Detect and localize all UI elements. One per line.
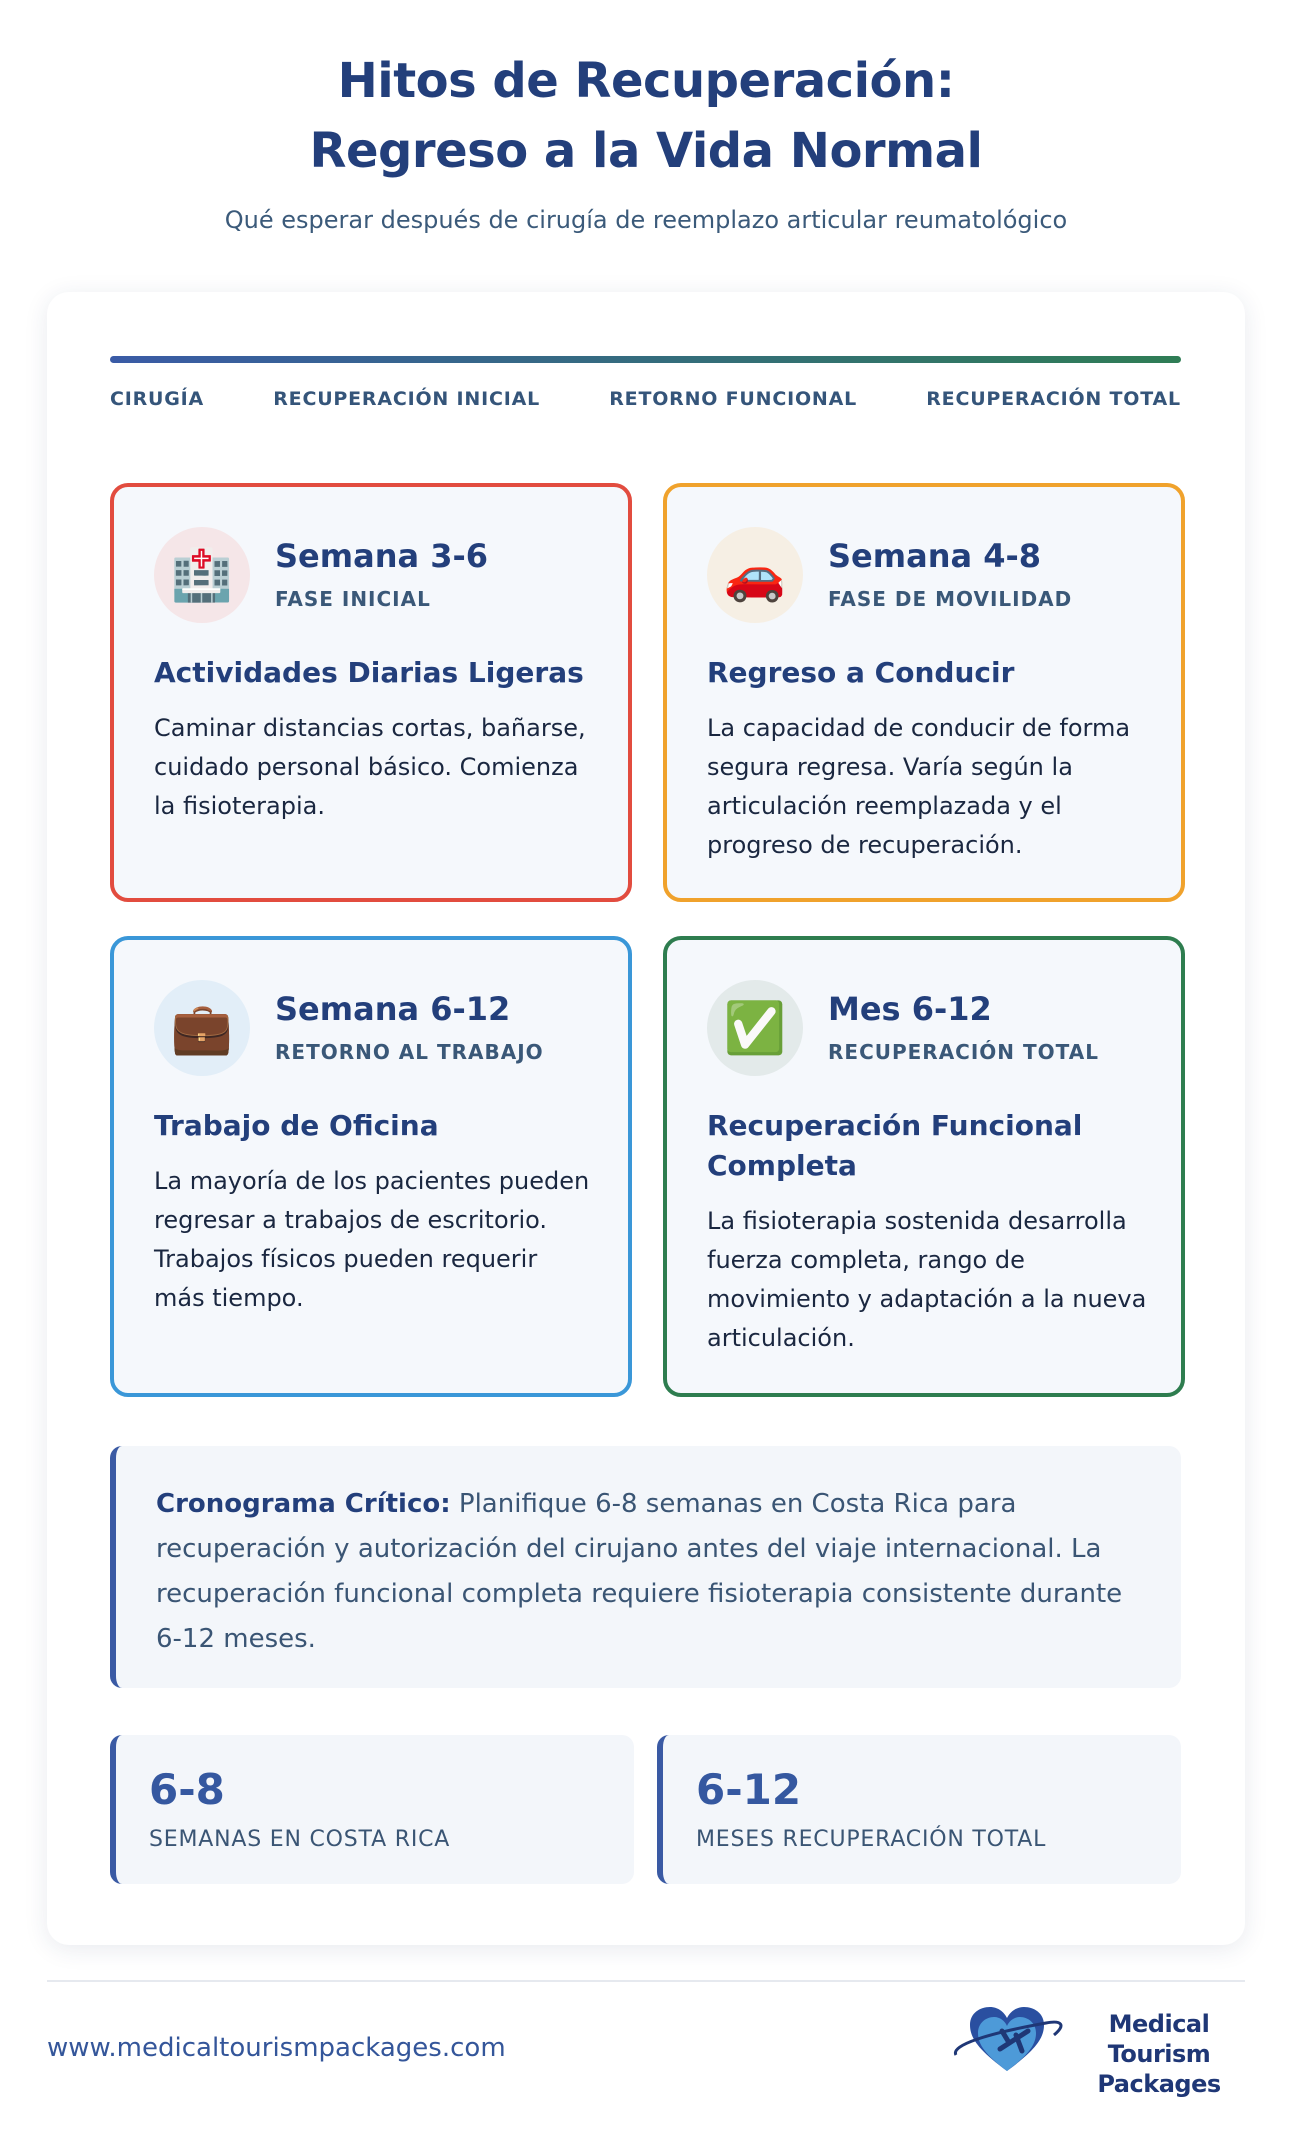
milestone-timeframe: Semana 6-12	[275, 990, 511, 1028]
brand-name: Medical Tourism Packages	[1097, 2010, 1221, 2098]
page-title	[0, 46, 1292, 186]
callout-text: Planifique 6-8 semanas en Costa Rica para recuperación y autorización del cirujano antes del viaje internacional. La recuperación funcional completa requiere fisioterapia consistente durante 6-12 meses.	[156, 1489, 1123, 1654]
milestone-phase: RETORNO AL TRABAJO	[275, 1040, 544, 1064]
heart-airplane-icon	[950, 2005, 1065, 2075]
milestone-timeframe: Semana 4-8	[828, 537, 1042, 575]
stat-label: SEMANAS EN COSTA RICA	[149, 1827, 451, 1852]
footer-divider	[47, 1980, 1245, 1982]
stat-months-total-recovery	[657, 1735, 1181, 1884]
timeline-phases	[110, 388, 1181, 410]
milestone-timeframe: Mes 6-12	[828, 990, 992, 1028]
milestone-description: La fisioterapia sostenida desarrolla fuerza completa, rango de movimiento y adaptación a la nueva articulación.	[707, 1207, 1147, 1352]
website-link[interactable]: www.medicaltourismpackages.com	[47, 2033, 506, 2063]
stat-weeks-in-costa-rica	[110, 1735, 634, 1884]
timeline-progress-bar	[110, 356, 1181, 363]
phase-surgery: CIRUGÍA	[110, 388, 205, 410]
milestone-timeframe: Semana 3-6	[275, 537, 489, 575]
callout-label: Cronograma Crítico:	[156, 1489, 451, 1519]
milestone-description: La mayoría de los pacientes pueden regresar a trabajos de escritorio. Trabajos físicos pueden requerir más tiempo.	[154, 1167, 590, 1312]
milestone-heading: Recuperación Funcional Completa	[707, 1109, 1083, 1182]
page-subtitle: Qué esperar después de cirugía de reemplazo articular reumatológico	[224, 206, 1068, 234]
phase-total-recovery: RECUPERACIÓN TOTAL	[926, 388, 1181, 410]
critical-timeline-callout	[110, 1446, 1181, 1688]
car-icon: 🚗	[707, 527, 803, 623]
stat-label: MESES RECUPERACIÓN TOTAL	[696, 1827, 1047, 1852]
milestone-heading: Regreso a Conducir	[707, 656, 1015, 689]
briefcase-icon: 💼	[154, 980, 250, 1076]
phase-functional-return: RETORNO FUNCIONAL	[609, 388, 858, 410]
stat-value: 6-8	[149, 1765, 225, 1814]
milestone-heading: Actividades Diarias Ligeras	[154, 656, 584, 689]
milestone-description: La capacidad de conducir de forma segura regresa. Varía según la articulación reemplazada y el progreso de recuperación.	[707, 714, 1131, 859]
hospital-icon: 🏥	[154, 527, 250, 623]
milestone-phase: FASE INICIAL	[275, 587, 431, 611]
milestone-phase: FASE DE MOVILIDAD	[828, 587, 1073, 611]
check-mark-icon: ✅	[707, 980, 803, 1076]
title-line-2: Regreso a la Vida Normal	[309, 123, 983, 179]
milestone-phase: RECUPERACIÓN TOTAL	[828, 1040, 1099, 1064]
milestone-card-light-activities	[110, 483, 632, 902]
milestone-card-driving	[663, 483, 1185, 902]
milestone-description: Caminar distancias cortas, bañarse, cuidado personal básico. Comienza la fisioterapia.	[154, 714, 586, 820]
phase-initial-recovery: RECUPERACIÓN INICIAL	[273, 388, 541, 410]
brand-logo	[950, 2005, 1250, 2098]
stat-value: 6-12	[696, 1765, 802, 1814]
main-panel	[47, 292, 1245, 1945]
title-line-1: Hitos de Recuperación:	[337, 53, 955, 109]
milestone-heading: Trabajo de Oficina	[154, 1109, 439, 1142]
milestone-card-full-recovery	[663, 936, 1185, 1397]
milestone-card-office-work	[110, 936, 632, 1397]
